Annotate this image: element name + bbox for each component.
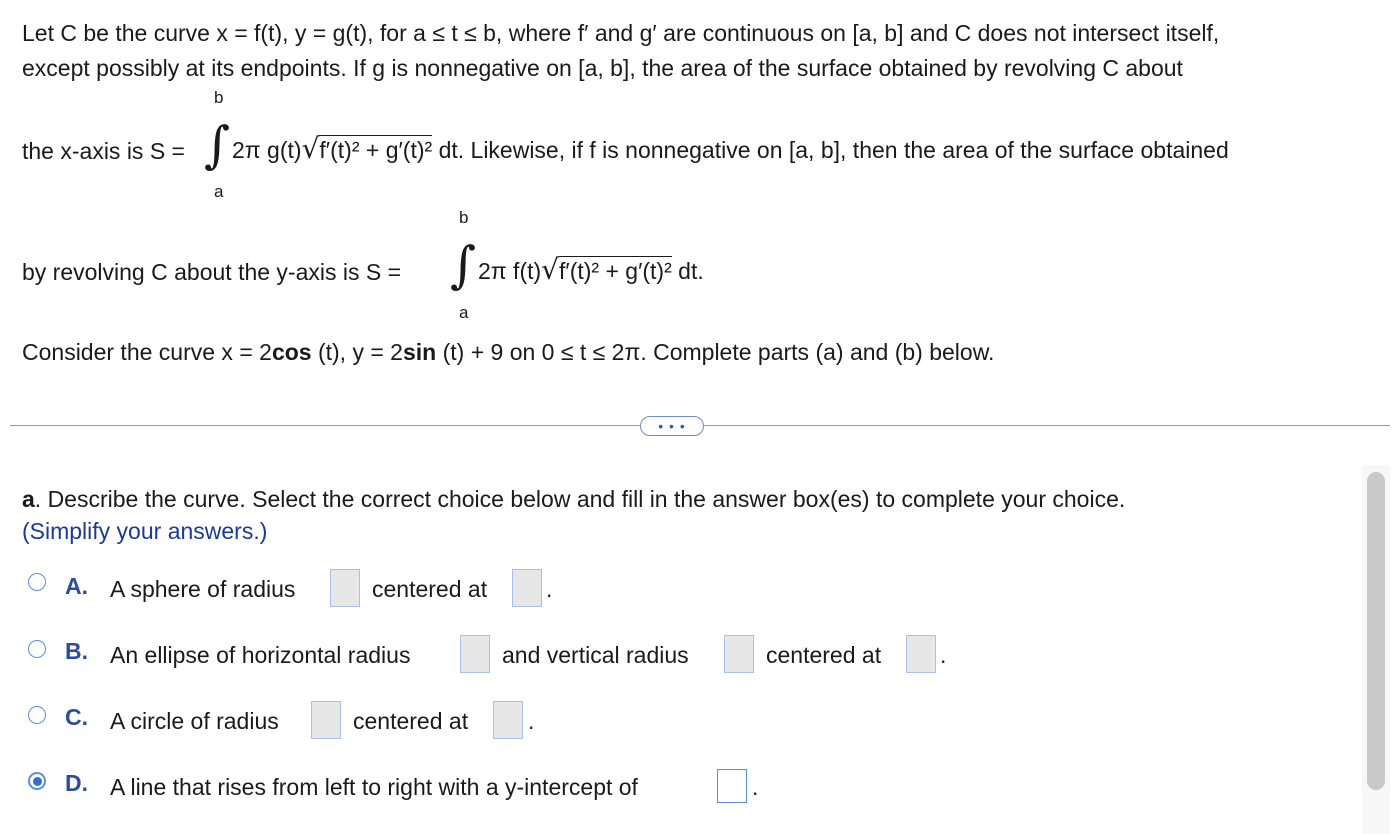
integral-1-upper-limit: b [214,88,224,107]
choice-c-text-1: A circle of radius [110,708,279,734]
choice-b-letter: B. [65,638,88,664]
formula-2-suffix: dt. [678,258,704,284]
more-options-button[interactable]: • • • [640,416,704,436]
sqrt-2-icon: √ [541,253,559,286]
choice-d-letter: D. [65,770,88,796]
sqrt-1-icon: √ [301,132,320,165]
consider-curve-text [22,339,994,366]
choice-b-radio[interactable] [28,640,46,658]
choice-b-vertical-radius-input[interactable] [724,635,754,673]
integral-2-sign-icon: ∫ [450,236,477,294]
choice-a-period: . [546,576,553,602]
part-a-question [22,486,1125,513]
choice-a-letter: A. [65,573,88,599]
consider-pre: Consider the curve x = 2 [22,339,272,365]
part-a-label: a [22,486,35,512]
formula-2-prefix: by revolving C about the y-axis is S = [22,259,402,285]
formula-1-integrand-pre: 2π g(t) [232,137,302,163]
consider-cos: cos [271,339,312,365]
choice-d-radio[interactable] [28,772,46,790]
choice-c-text-2: centered at [353,708,469,734]
formula-1-suffix: dt. Likewise, if f is nonnegative on [a, b], then the area of the surface obtained [438,137,1229,163]
integral-2-lower-limit: a [459,303,469,322]
choice-d-y-intercept-input[interactable] [717,769,747,803]
consider-mid: (t), y = 2 [311,339,403,365]
choice-d-period: . [752,774,759,800]
formula-1-prefix: the x-axis is S = [22,138,185,164]
formula-2-integrand [478,253,704,286]
choice-a-center-input[interactable] [512,569,542,607]
choice-c-center-input[interactable] [493,701,523,739]
choice-b-text-1: An ellipse of horizontal radius [110,642,411,668]
formula-1-integrand [232,132,1229,165]
integral-1-sign-icon: ∫ [204,116,231,174]
choice-b-text-2: and vertical radius [502,642,689,668]
choice-b-period: . [940,642,947,668]
choice-a-radio[interactable] [28,573,46,591]
consider-post: (t) + 9 on 0 ≤ t ≤ 2π. Complete parts (a) and (b) below. [436,339,995,365]
choice-c-radius-input[interactable] [311,701,341,739]
intro-line-1: Let C be the curve x = f(t), y = g(t), for a ≤ t ≤ b, where f′ and g′ are continuous on [a, b] and C does not intersect itself, [22,20,1220,46]
choice-b-horizontal-radius-input[interactable] [460,635,490,673]
choice-a-text-1: A sphere of radius [110,576,296,602]
formula-2-radicand: f′(t)² + g′(t)² [559,258,672,284]
intro-line-2: except possibly at its endpoints. If g is nonnegative on [a, b], the area of the surface obtained by revolving C about [22,55,1183,81]
integral-2-upper-limit: b [459,208,469,227]
choice-c-period: . [528,708,535,734]
choice-d-text-1: A line that rises from left to right with a y-intercept of [110,774,638,800]
formula-2-integrand-pre: 2π f(t) [478,258,542,284]
scrollbar-thumb[interactable] [1367,472,1385,790]
choice-a-text-2: centered at [372,576,488,602]
integral-1-lower-limit: a [214,182,224,201]
simplify-hint: (Simplify your answers.) [22,518,268,544]
formula-1-radicand: f′(t)² + g′(t)² [319,137,433,163]
choice-c-letter: C. [65,704,88,730]
choice-a-radius-input[interactable] [330,569,360,607]
consider-sin: sin [402,339,437,365]
part-a-question-text: . Describe the curve. Select the correct choice below and fill in the answer box(es) to complete your choice. [34,486,1126,512]
choice-b-center-input[interactable] [906,635,936,673]
choice-c-radio[interactable] [28,706,46,724]
choice-b-text-3: centered at [766,642,882,668]
